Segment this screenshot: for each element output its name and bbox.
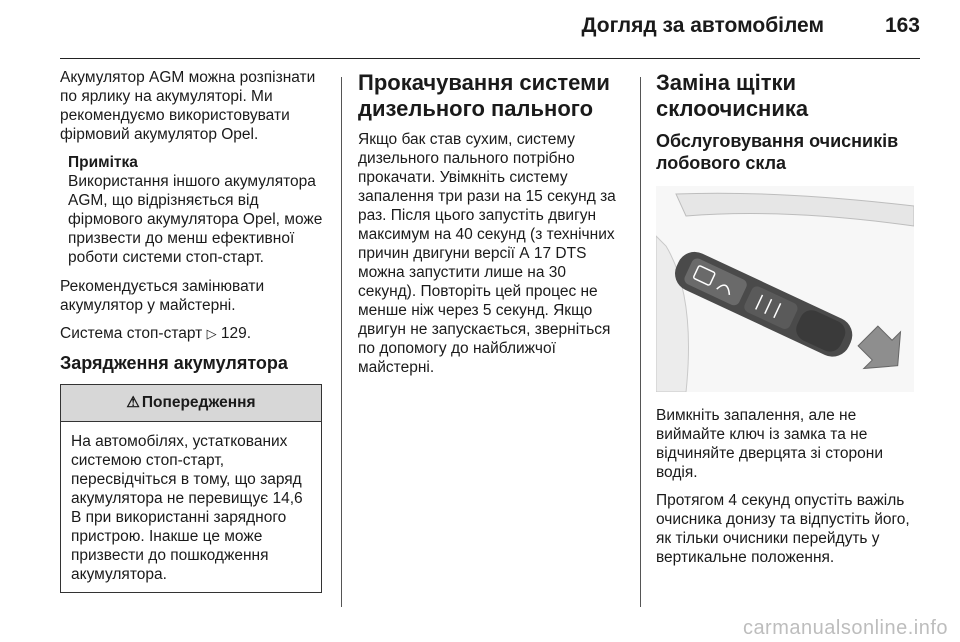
warning-title: Попередження (141, 394, 256, 411)
page-number: 163 (884, 14, 920, 37)
column-3 (656, 68, 928, 576)
stop-start-reference (60, 324, 326, 343)
wiper-replacement-heading: Заміна щітки склоочисника (656, 70, 809, 121)
header-title: Догляд за автомобілем (581, 14, 824, 37)
agm-paragraph: Акумулятор AGM можна розпізнати по ярлику на акумуляторі. Ми рекомендуємо використовувати фірмовий акумулятор Opel. (60, 69, 316, 143)
warning-header (61, 385, 321, 422)
column-2 (358, 68, 626, 386)
stop-start-text: Система стоп-старт (60, 325, 203, 342)
note-text: Використання іншого акумулятора AGM, що відрізняється від фірмового акумулятора Opel, може призвести до менш ефективної роботи системи стоп-старт. (68, 173, 323, 266)
diesel-bleeding-heading: Прокачування системи дизельного пального (358, 70, 610, 121)
column-1 (60, 68, 326, 593)
column-divider-2 (640, 77, 641, 607)
page-reference-arrow-icon: ▷ (206, 326, 217, 341)
header-rule (60, 58, 920, 59)
warning-text: На автомобілях, устаткованих системою стоп-старт, пересвідчіться в тому, що заряд акумулятора не перевищує 14,6 В при використанні зарядного пристрою. Інакше це може призвести до пошкодження акумулятора. (71, 433, 303, 583)
warning-box (60, 384, 322, 593)
wiper-service-heading: Обслуговування очисників лобового скла (656, 131, 899, 173)
footer-watermark: carmanualsonline.info (742, 617, 948, 639)
stop-start-page-link[interactable]: 129. (220, 325, 252, 342)
workshop-paragraph: Рекомендується замінювати акумулятор у майстерні. (60, 278, 265, 314)
wiper-lever-illustration (656, 186, 914, 392)
wiper-lever-drawing (656, 186, 914, 392)
ignition-paragraph: Вимкніть запалення, але не виймайте ключ із замка та не відчиняйте дверцята зі сторони водія. (656, 407, 883, 481)
diesel-bleeding-paragraph: Якщо бак став сухим, систему дизельного пального потрібно прокачати. Увімкніть систему запалення три рази на 15 секунд за раз. Після цього запустіть двигун максимум на 40 секунд (з технічних причин двигуни версії А 17 DTS можна запустити лише на 30 секунд). Повторіть цей процес не менше ніж через 5 секунд. Якщо двигун не запускається, зверніться по допомогу до найближчої майстерні. (358, 131, 616, 376)
lever-paragraph: Протягом 4 секунд опустіть важіль очисника донизу та відпустіть його, як тільки очисники перейдуть у вертикальне положення. (656, 492, 910, 566)
warning-triangle-icon: ⚠ (126, 394, 140, 411)
charging-heading: Зарядження акумулятора (60, 353, 288, 373)
note-title: Примітка (68, 154, 138, 171)
column-divider-1 (341, 77, 342, 607)
note-block (68, 153, 326, 267)
